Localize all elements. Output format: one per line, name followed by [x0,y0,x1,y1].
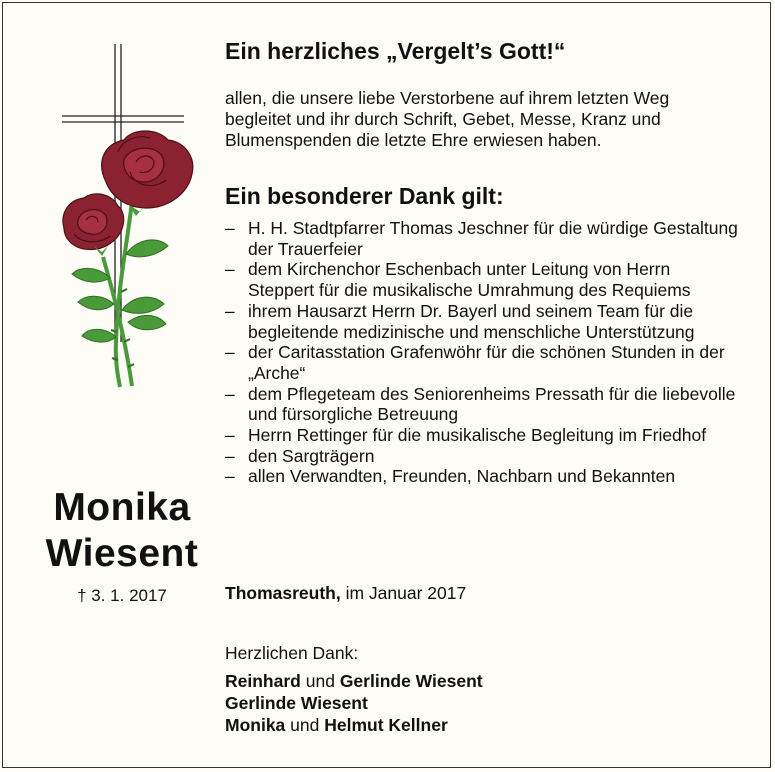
list-item [225,218,740,259]
and-text: und [290,715,320,735]
dash-bullet: – [225,259,235,280]
date-text: im Januar 2017 [345,583,467,603]
left-column [0,0,220,772]
signature-greeting: Herzlichen Dank: [225,643,359,663]
place-date-line [225,583,466,604]
list-item [225,384,740,425]
sub-heading: Ein besonderer Dank gilt: [225,183,504,209]
list-item-text: dem Kirchenchor Eschenbach unter Leitung von Herrn Steppert für die musikalische Umrahmung des Requiems [248,259,691,301]
dash-bullet: – [225,342,235,363]
signer-name: Monika [225,715,286,735]
deceased-last-name: Wiesent [45,532,199,575]
dash-bullet: – [225,425,235,446]
roses-icon [63,131,193,387]
dash-bullet: – [225,445,235,466]
main-heading: Ein herzliches „Vergelt’s Gott!“ [225,38,566,64]
list-item-text: allen Verwandten, Freunden, Nachbarn und Bekannten [248,466,676,487]
cross-rose-illustration [58,42,208,394]
list-item [225,342,740,383]
thanks-list [225,218,740,487]
dash-bullet: – [225,383,235,404]
list-item-text: den Sargträgern [248,445,375,466]
place-name: Thomasreuth, [225,583,341,603]
signature-block [225,642,483,736]
dash-bullet: – [225,466,235,487]
list-item-text: H. H. Stadtpfarrer Thomas Jeschner für die würdige Gestaltung der Trauerfeier [248,218,738,259]
signer-name: Gerlinde Wiesent [339,671,483,691]
signature-line-3 [225,714,483,736]
list-item-text: dem Pflegeteam des Seniorenheims Pressath für die liebevolle und fürsorgliche Betreuung [248,383,736,425]
death-date: † 3. 1. 2017 [77,586,167,605]
deceased-first-name: Monika [53,486,191,529]
and-text: und [305,671,335,691]
signer-name: Helmut Kellner [324,715,448,735]
list-item [225,425,740,446]
list-item [225,466,740,487]
list-item [225,259,740,300]
list-item-text: der Caritasstation Grafenwöhr für die schönen Stunden in der „Arche“ [248,342,725,383]
signature-line-2: Gerlinde Wiesent [225,693,368,713]
list-item-text: ihrem Hausarzt Herrn Dr. Bayerl und seinem Team für die begleitende medizinische und menschliche Unterstützung [248,300,695,342]
signature-line-1 [225,670,483,692]
signer-name: Reinhard [225,671,301,691]
intro-text: allen, die unsere liebe Verstorbene auf ihrem letzten Weg begleitet und ihr durch Schrift, Gebet, Messe, Kranz und Blumenspenden die letzte Ehre erwiesen haben. [225,88,670,150]
dash-bullet: – [225,300,235,321]
list-item-text: Herrn Rettinger für die musikalische Begleitung im Friedhof [248,425,707,446]
list-item [225,301,740,342]
dash-bullet: – [225,218,235,238]
list-item [225,446,740,467]
